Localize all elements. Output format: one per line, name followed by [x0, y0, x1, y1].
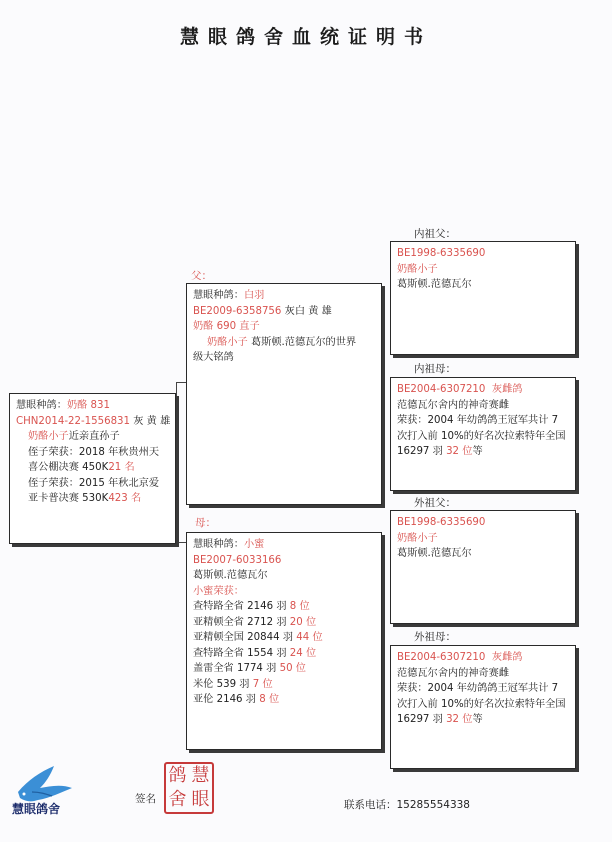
father-prefix: 慧眼种鸽： [193, 290, 244, 301]
seal-char: 慧 [191, 765, 210, 786]
father-sire-name: 奶酪小子 [207, 336, 248, 348]
self-sire-name: 奶酪小子 [28, 431, 69, 442]
pgf-ring: BE1998-6335690 [397, 248, 486, 259]
signature-label: 签名 [135, 793, 156, 805]
father-line5: 级大铭鸽 [193, 352, 234, 363]
pgf-label: 内祖父： [414, 228, 456, 240]
phone-label: 联系电话： [344, 799, 397, 811]
mgf-box [390, 510, 576, 624]
mother-award: 盖雷全省 1774 羽 50 位 [193, 663, 306, 674]
pgm-rank: 32 位 [446, 446, 473, 457]
pgm-line3: 荣获：2004 年幼鸽鸽王冠军共计 7 次打入前 10%的好名次拉索特年全国 16297 羽 [397, 415, 566, 457]
father-line4: 葛斯顿.范德瓦尔的世界 [247, 336, 357, 348]
self-box [9, 393, 176, 544]
mgf-label: 外祖父： [414, 497, 456, 509]
father-name: 白羽 [243, 290, 265, 301]
seal-char: 眼 [191, 789, 210, 810]
mother-award: 查特路全省 2146 羽 8 位 [193, 601, 310, 612]
mgm-name: 灰雌鸽 [491, 652, 523, 663]
pgm-line2: 范德瓦尔舍内的神奇赛雌 [397, 399, 510, 411]
self-relation: 近亲直孙子 [68, 431, 120, 442]
page-title: 慧眼鸽舍血统证明书 [179, 26, 432, 48]
self-ring-desc: 灰 黄 雄 [130, 415, 171, 427]
mother-line3: 葛斯顿.范德瓦尔 [193, 570, 268, 581]
mgm-label: 外祖母： [414, 631, 456, 643]
mother-award: 查特路全省 1554 羽 24 位 [193, 647, 317, 659]
self-award-1: 侄子荣获：2018 年秋贵州天喜公棚决赛 450K [28, 446, 160, 473]
mgf-line3: 葛斯顿.范德瓦尔 [397, 548, 472, 559]
mother-label: 母： [195, 517, 216, 529]
seal-char: 舍 [168, 789, 187, 810]
mother-prefix: 慧眼种鸽： [193, 539, 244, 550]
phone-number: 15285554338 [396, 799, 470, 811]
mother-award: 亚精顿全省 2712 羽 20 位 [193, 616, 317, 628]
mother-ring: BE2007-6033166 [193, 554, 282, 566]
mother-box [186, 532, 382, 750]
mother-awards-heading: 小蜜荣获： [193, 585, 244, 597]
pgf-box [390, 241, 576, 355]
connector-self-father [176, 382, 186, 383]
seal-char: 鸽 [168, 765, 187, 786]
mgm-line3: 荣获：2004 年幼鸽鸽王冠军共计 7 次打入前 10%的好名次拉索特年全国 16297 羽 [397, 683, 566, 725]
self-name: 奶酪 831 [66, 400, 110, 411]
mgf-name: 奶酪小子 [397, 532, 438, 544]
mgm-ring: BE2004-6307210 [397, 652, 486, 663]
pgm-ring: BE2004-6307210 [397, 384, 486, 395]
self-prefix: 慧眼种鸽： [16, 400, 67, 411]
father-ring: BE2009-6358756 [193, 305, 282, 317]
connector-self-mother [176, 542, 186, 543]
self-ring: CHN2014-22-1556831 [16, 415, 131, 427]
pgm-name: 灰雌鸽 [491, 384, 523, 395]
pgm-label: 内祖母： [414, 363, 456, 375]
mgf-ring: BE1998-6335690 [397, 517, 486, 528]
pgf-name: 奶酪小子 [397, 263, 438, 275]
mgm-line2: 范德瓦尔舍内的神奇赛雌 [397, 667, 510, 679]
mgm-rank: 32 位 [446, 714, 473, 725]
mother-award: 亚伦 2146 羽 8 位 [193, 694, 280, 705]
self-award-2-rank: 423 名 [108, 493, 142, 504]
pgm-box: BE2004-6307210 灰雌鸽 范德瓦尔舍内的神奇赛雌 荣获：2004 年幼鸽鸽王冠军共计 7 次打入前 10%的好名次拉索特年全国 16297 羽 32 位等 [390, 377, 576, 491]
self-award-2: 侄子荣获：2015 年秋北京爱亚卡普决赛 530K [28, 477, 160, 504]
father-label: 父： [191, 270, 212, 282]
pgf-line3: 葛斯顿.范德瓦尔 [397, 279, 472, 290]
father-box [186, 283, 382, 505]
mgm-box: BE2004-6307210 灰雌鸽 范德瓦尔舍内的神奇赛雌 荣获：2004 年幼鸽鸽王冠军共计 7 次打入前 10%的好名次拉索特年全国 16297 羽 32 位等 [390, 645, 576, 769]
mother-name: 小蜜 [243, 539, 265, 550]
father-line3: 奶酪 690 直子 [193, 321, 260, 332]
phone-line [344, 797, 470, 812]
self-award-1-rank: 21 名 [108, 462, 135, 473]
mother-award: 米伦 539 羽 7 位 [193, 678, 273, 690]
logo-text: 慧眼鸽舍 [12, 802, 61, 816]
mother-award: 亚精顿全国 20844 羽 44 位 [193, 632, 323, 643]
father-ring-desc: 灰白 黄 雄 [281, 305, 332, 317]
seal-stamp [164, 762, 214, 814]
